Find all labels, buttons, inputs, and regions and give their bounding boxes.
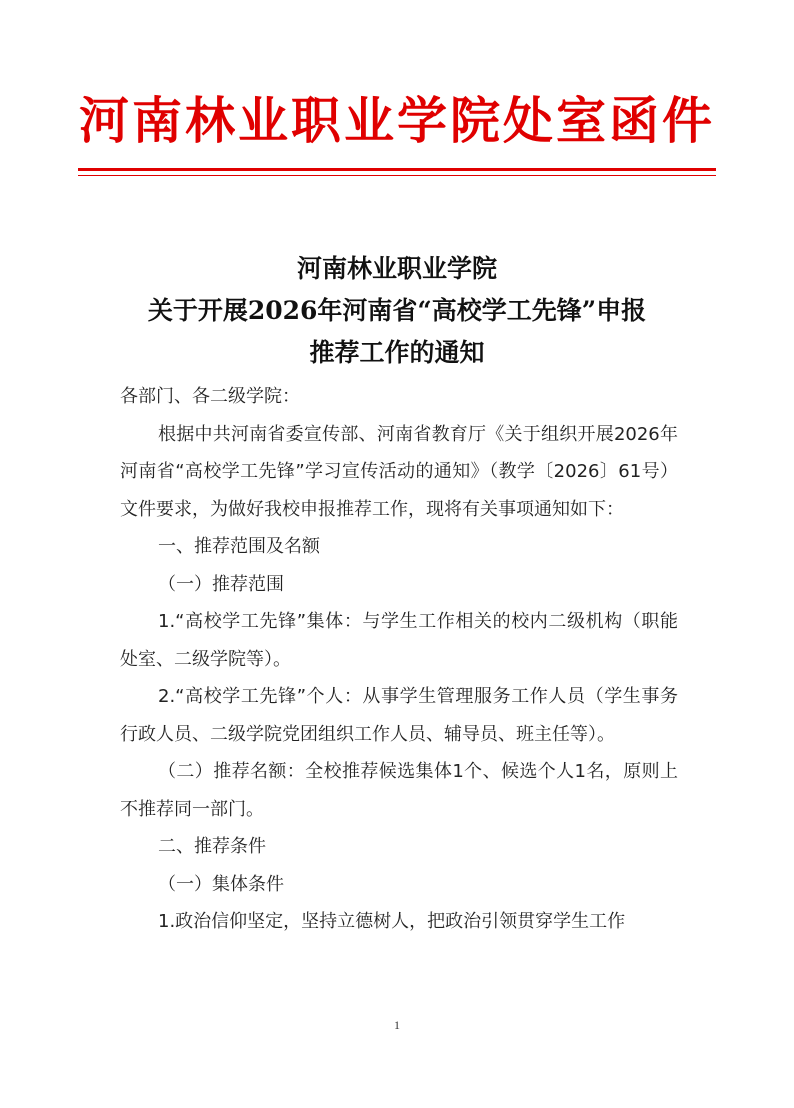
paragraph-individual-scope: 2.“高校学工先锋”个人：从事学生管理服务工作人员（学生事务行政人员、二级学院党团组织工作人员、辅导员、班主任等）。 <box>120 686 678 745</box>
document-title-line-1: 河南林业职业学院 <box>296 254 497 283</box>
salutation: 各部门、各二级学院： <box>120 386 300 407</box>
paragraph-collective-condition-1: 1.政治信仰坚定，坚持立德树人，把政治引领贯穿学生工作 <box>158 911 626 932</box>
document-title-line-2: 关于开展2026年河南省“高校学工先锋”申报 <box>147 296 647 325</box>
section-heading-2: 二、推荐条件 <box>158 836 266 857</box>
section-heading-1: 一、推荐范围及名额 <box>158 536 320 557</box>
document-title <box>60 248 734 374</box>
paragraph-quota: （二）推荐名额：全校推荐候选集体1个、候选个人1名，原则上不推荐同一部门。 <box>120 761 678 820</box>
document-title-line-3: 推荐工作的通知 <box>309 338 485 367</box>
letterhead-rule-thick <box>78 168 716 171</box>
page-number: 1 <box>394 1018 400 1032</box>
subsection-heading-2-1: （一）集体条件 <box>158 873 284 895</box>
document-body <box>120 378 678 941</box>
subsection-heading-1-1: （一）推荐范围 <box>158 573 284 595</box>
paragraph-intro: 根据中共河南省委宣传部、河南省教育厅《关于组织开展2026年河南省“高校学工先锋”学习宣传活动的通知》（教学〔2026〕61号）文件要求，为做好我校申报推荐工作，现将有关事项通知如下： <box>120 423 678 520</box>
letterhead-title: 河南林业职业学院处室函件 <box>79 91 715 150</box>
letterhead-rule-thin <box>78 175 716 176</box>
paragraph-collective-scope: 1.“高校学工先锋”集体：与学生工作相关的校内二级机构（职能处室、二级学院等）。 <box>120 611 678 670</box>
